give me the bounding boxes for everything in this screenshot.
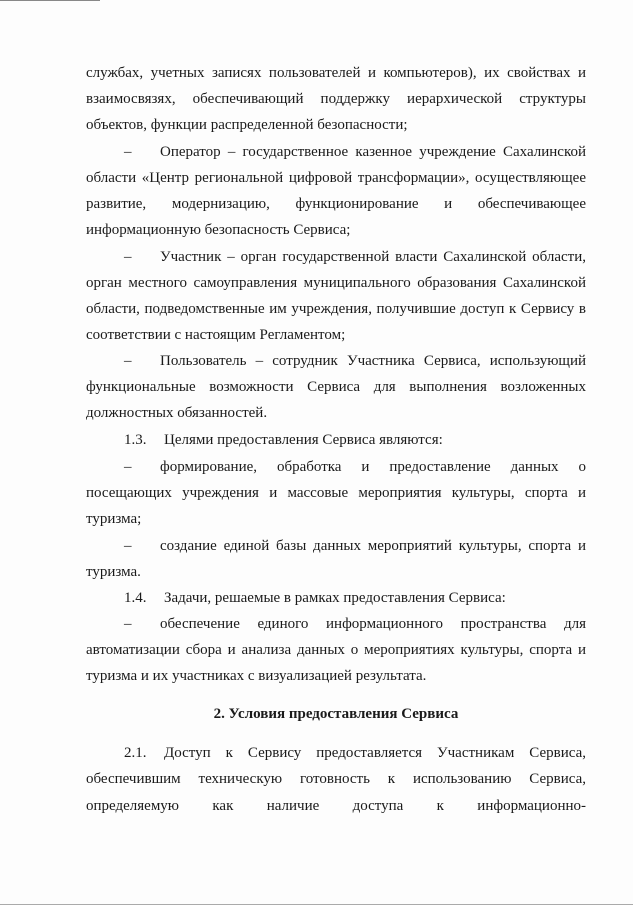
text-line: автоматизации сбора и анализа данных о мероприятиях культуры, спорта и: [86, 642, 586, 658]
text-line: обеспечившим техническую готовность к использованию Сервиса,: [86, 771, 586, 787]
text-line: формирование, обработка и предоставление данных о: [160, 459, 586, 475]
text-line: туризма;: [86, 511, 142, 527]
section-heading: 2. Условия предоставления Сервиса: [213, 706, 459, 722]
text-line: функциональные возможности Сервиса для выполнения возложенных: [86, 379, 586, 395]
text-line: Участник – орган государственной власти Сахалинской области,: [160, 249, 586, 265]
text-line: туризма и их участниках с визуализацией результата.: [86, 668, 427, 684]
list-item-goal-1: [124, 458, 586, 476]
list-item-participant: [124, 248, 586, 266]
list-dash: –: [124, 249, 132, 265]
text-line: создание единой базы данных мероприятий культуры, спорта и: [160, 538, 586, 554]
text-line: развитие, модернизацию, функционирование и обеспечивающее: [86, 196, 586, 212]
list-item-user: [124, 352, 586, 370]
clause-number: 2.1.: [124, 745, 147, 761]
list-dash: –: [124, 459, 132, 475]
list-dash: –: [124, 144, 132, 160]
text-line: Целями предоставления Сервиса являются:: [164, 432, 443, 448]
text-line: соответствии с настоящим Регламентом;: [86, 327, 346, 343]
text-line: туризма.: [86, 564, 141, 580]
text-line: области, подведомственные им учреждения, получившие доступ к Сервису в: [86, 301, 586, 317]
list-dash: –: [124, 538, 132, 554]
text-line: объектов, функции распределенной безопасности;: [86, 117, 408, 133]
text-line: информационную безопасность Сервиса;: [86, 222, 351, 238]
clause-1-3: [124, 431, 586, 449]
text-line: определяемую как наличие доступа к информационно-: [86, 798, 586, 814]
list-item-operator: [124, 143, 586, 161]
text-line: области «Центр региональной цифровой трансформации», осуществляющее: [86, 170, 586, 186]
list-dash: –: [124, 616, 132, 632]
text-line: Задачи, решаемые в рамках предоставления Сервиса:: [164, 590, 506, 606]
scan-edge-top: [0, 0, 100, 1]
text-line: должностных обязанностей.: [86, 405, 268, 421]
text-line: службах, учетных записях пользователей и компьютеров), их свойствах и: [86, 65, 586, 81]
text-line: орган местного самоуправления муниципального образования Сахалинской: [86, 275, 586, 291]
text-line: Пользователь – сотрудник Участника Сервиса, использующий: [160, 353, 586, 369]
text-line: посещающих учреждения и массовые мероприятия культуры, спорта и: [86, 485, 586, 501]
text-line: обеспечение единого информационного пространства для: [160, 616, 586, 632]
text-line: Доступ к Сервису предоставляется Участникам Сервиса,: [164, 745, 586, 761]
list-dash: –: [124, 353, 132, 369]
text-line: взаимосвязях, обеспечивающий поддержку иерархической структуры: [86, 91, 586, 107]
list-item-goal-2: [124, 537, 586, 555]
clause-number: 1.3.: [124, 432, 147, 448]
clause-number: 1.4.: [124, 590, 147, 606]
clause-1-4: [124, 589, 586, 607]
clause-2-1: [124, 744, 586, 762]
list-item-task-1: [124, 615, 586, 633]
text-line: Оператор – государственное казенное учреждение Сахалинской: [160, 144, 586, 160]
